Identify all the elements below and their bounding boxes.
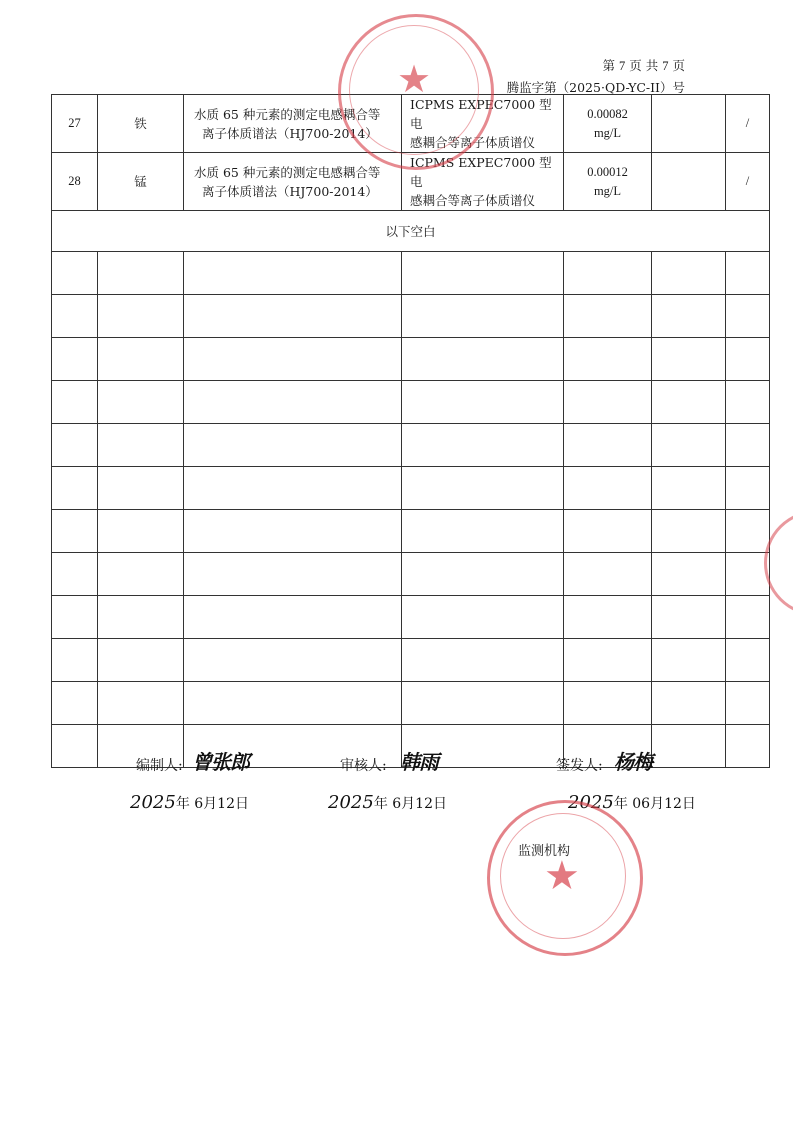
method-line: 离子体质谱法（HJ700-2014） [202, 125, 378, 141]
empty-row [52, 553, 770, 596]
date-row [0, 792, 793, 822]
results-table [51, 94, 770, 768]
row-limit [564, 95, 652, 153]
empty-row [52, 596, 770, 639]
date-year: 2025 [130, 792, 176, 813]
star-icon: ★ [397, 57, 432, 101]
issuer-label: 签发人: [556, 758, 603, 774]
row-method [184, 153, 402, 211]
reviewer-signature: 韩雨 [400, 750, 438, 774]
report-number: 腾监字第（2025·QD-YC-II）号 [506, 80, 685, 95]
instrument-line: 感耦合等离子体质谱仪 [410, 193, 536, 208]
row-instrument [402, 95, 564, 153]
blank-note-row [52, 211, 770, 252]
page-suffix: 页 [672, 58, 685, 73]
method-line: 水质 65 种元素的测定电感耦合等 [194, 164, 381, 180]
instrument-line: ICPMS EXPEC7000 型电 [410, 97, 552, 131]
blank-note: 以下空白 [52, 211, 770, 252]
empty-row [52, 252, 770, 295]
compiler-signature: 曾张郎 [192, 750, 249, 774]
row-item: 铁 [98, 95, 184, 153]
empty-row [52, 682, 770, 725]
reviewer-label: 审核人: [340, 758, 387, 774]
table-row [52, 95, 770, 153]
page-middle: 页 共 [629, 58, 659, 73]
limit-unit: mg/L [593, 183, 622, 198]
compiler-date [130, 792, 249, 813]
row-result [652, 95, 726, 153]
empty-row [52, 381, 770, 424]
page-total: 7 [662, 59, 669, 73]
page-current: 7 [619, 59, 626, 73]
issuer-date [568, 792, 696, 813]
method-line: 离子体质谱法（HJ700-2014） [202, 183, 378, 199]
table-row [52, 153, 770, 211]
signature-row [0, 752, 793, 782]
row-instrument [402, 153, 564, 211]
page-header [507, 55, 685, 99]
empty-row [52, 510, 770, 553]
date-year: 2025 [568, 792, 614, 813]
limit-value: 0.00082 [587, 106, 628, 121]
reviewer-date [328, 792, 447, 813]
company-seal-bottom [487, 800, 643, 956]
monitoring-org-label: 监测机构 [518, 844, 571, 859]
instrument-line: ICPMS EXPEC7000 型电 [410, 155, 552, 189]
row-limit [564, 153, 652, 211]
star-icon: ★ [544, 853, 580, 899]
compiler-label: 编制人: [136, 758, 183, 774]
date-rest: 年 06月12日 [613, 796, 696, 812]
empty-row [52, 295, 770, 338]
limit-unit: mg/L [593, 125, 622, 140]
limit-value: 0.00012 [587, 164, 628, 179]
date-rest: 年 6月12日 [175, 796, 249, 812]
empty-row [52, 639, 770, 682]
page-prefix: 第 [602, 58, 616, 73]
row-method [184, 95, 402, 153]
date-rest: 年 6月12日 [373, 796, 447, 812]
row-remark: / [726, 95, 770, 153]
empty-row [52, 424, 770, 467]
row-result [652, 153, 726, 211]
row-number: 28 [52, 153, 98, 211]
date-year: 2025 [328, 792, 374, 813]
instrument-line: 感耦合等离子体质谱仪 [410, 135, 536, 150]
empty-row [52, 467, 770, 510]
issuer-signature: 杨梅 [614, 750, 652, 774]
method-line: 水质 65 种元素的测定电感耦合等 [194, 106, 381, 122]
row-number: 27 [52, 95, 98, 153]
row-item: 锰 [98, 153, 184, 211]
empty-row [52, 338, 770, 381]
page-number [507, 55, 685, 77]
row-remark: / [726, 153, 770, 211]
